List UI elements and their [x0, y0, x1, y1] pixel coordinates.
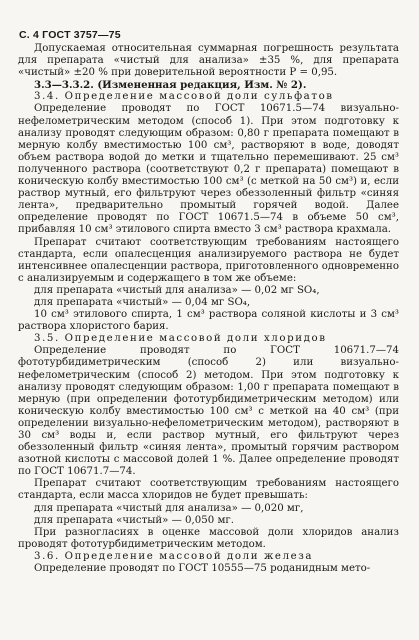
list-item-chlorides-analysis-grade: для препарата «чистый для анализа» — 0,020 мг, — [34, 502, 304, 514]
section-heading-chlorides: 3.5. Определение массовой доли хлоридов — [34, 333, 327, 345]
paragraph-iron-method: Определение проводят по ГОСТ 10555—75 роданидным мето- — [34, 563, 371, 575]
paragraph-chlorides-method: Определение проводят по ГОСТ 10671.7—74 фототурбидиметрическим (способ 2) или визуально-нефелометрическим (способ 2) методом. При этом подготовку к анализу проводят следующим образом: 1,00 г препарата помещают в мерную (при определении фототурбидиметрическим методом) или коническую колбу вместимостью 100 см³ с меткой на 40 см³ (при определении визуально-нефелометрическим методом), растворяют в 30 см³ воды и, если раствор мутный, его фильтруют через обеззоленный фильтр «синяя лента», промытый горячим раствором азотной кислоты с массовой долей 1 %. Далее определение проводят по ГОСТ 10671.7—74. — [18, 345, 399, 478]
paragraph-sulfates-criteria: Препарат считают соответствующим требованиям настоящего стандарта, если опалесценция анализируемого раствора не будет интенсивнее опалесценции раствора, приготовленного одновременно с анализируемым и содержащего в том же объеме: — [18, 236, 399, 284]
page-header: С. 4 ГОСТ 3757—75 — [19, 29, 121, 41]
paragraph-sulfates-reagents: 10 см³ этилового спирта, 1 см³ раствора соляной кислоты и 3 см³ раствора хлористого бария. — [18, 309, 399, 333]
paragraph-amendment-note: 3.3—3.3.2. (Измененная редакция, Изм. № 2). — [34, 79, 307, 92]
document-body — [18, 31, 399, 575]
paragraph-chlorides-criteria: Препарат считают соответствующим требованиям настоящего стандарта, если масса хлоридов не будет превышать: — [18, 478, 399, 502]
list-item-chlorides-pure-grade: для препарата «чистый» — 0,050 мг. — [34, 514, 234, 526]
section-heading-iron: 3.6. Определение массовой доли железа — [34, 550, 314, 562]
paragraph-chlorides-dispute: При разногласиях в оценке массовой доли хлоридов анализ проводят фототурбидиметрическим методом. — [18, 526, 399, 550]
paragraph-error-tolerance: Допускаемая относительная суммарная погрешность результата для препарата «чистый для анализа» ±35 %, для препарата «чистый» ±20 % при доверительной вероятности P = 0,95. — [18, 43, 399, 79]
paragraph-sulfates-method: Определение проводят по ГОСТ 10671.5—74 визуально-нефелометрическим методом (способ 1). При этом подготовку к анализу проводят следующим образом: 0,80 г препарата помещают в мерную колбу вместимостью 100 см³, растворяют в воде, доводят объем раствора водой до метки и тщательно перемешивают. 25 см³ полученного раствора (соответствуют 0,2 г препарата) помещают в коническую колбу вместимостью 100 см³ (с меткой на 50 см³) и, если раствор мутный, его фильтруют через обеззоленный фильтр «синяя лента», предварительно промытый горячей водой. Далее определение проводят по ГОСТ 10671.5—74 в объеме 50 см³, прибавляя 10 см³ этилового спирта вместо 3 см³ раствора крахмала. — [18, 103, 399, 236]
list-item-sulfates-analysis-grade: для препарата «чистый для анализа» — 0,02 мг SO₄, — [34, 284, 320, 296]
list-item-sulfates-pure-grade: для препарата «чистый» — 0,04 мг SO₄, — [34, 296, 251, 308]
section-heading-sulfates: 3.4. Определение массовой доли сульфатов — [34, 91, 334, 103]
